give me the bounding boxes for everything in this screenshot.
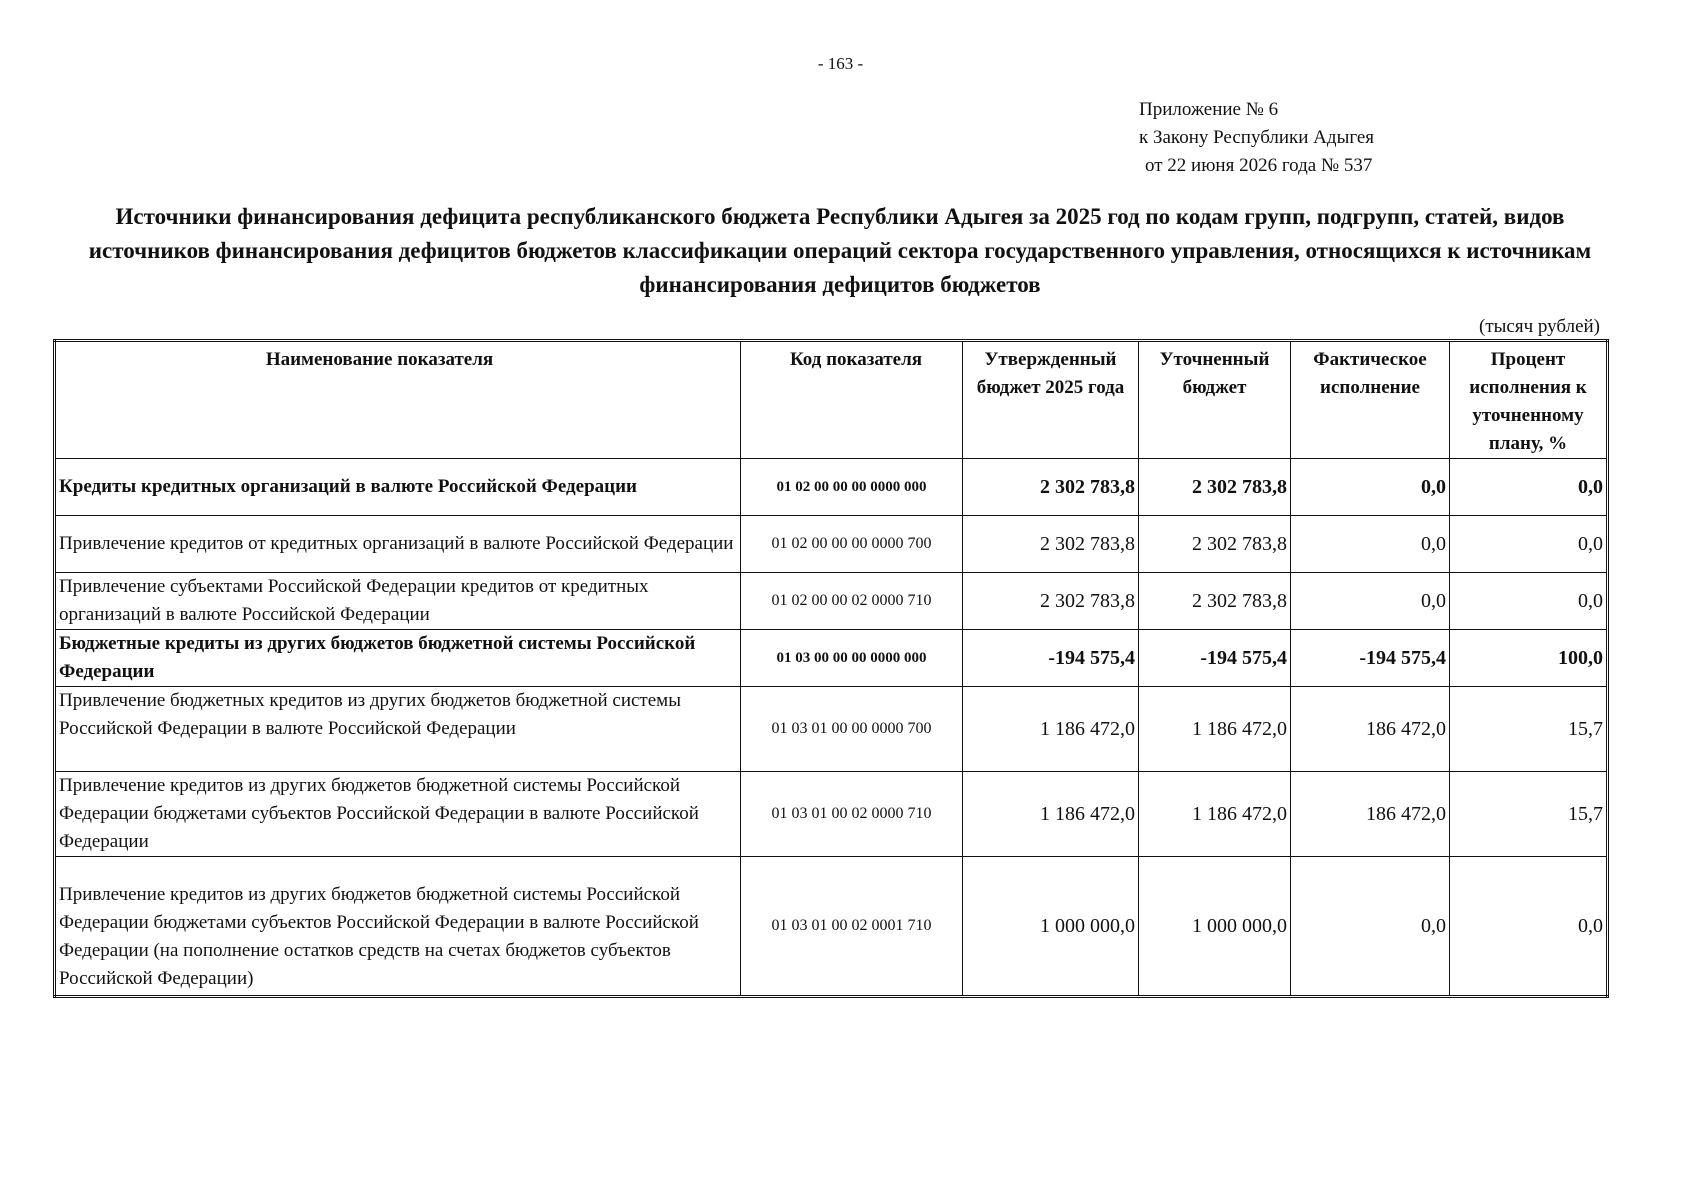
row-revised: 1 186 472,0 <box>1139 772 1291 857</box>
header-percent: Процент исполнения к уточненному плану, % <box>1450 341 1608 459</box>
table-header-row <box>55 341 1608 459</box>
row-approved: -194 575,4 <box>963 630 1139 687</box>
row-approved: 2 302 783,8 <box>963 516 1139 573</box>
row-code: 01 03 01 00 02 0000 710 <box>741 772 963 857</box>
header-revised: Уточненный бюджет <box>1139 341 1291 459</box>
row-actual: -194 575,4 <box>1291 630 1450 687</box>
appendix-line-1: Приложение № 6 <box>1139 99 1279 120</box>
row-percent: 0,0 <box>1450 573 1608 630</box>
row-actual: 186 472,0 <box>1291 772 1450 857</box>
row-percent: 15,7 <box>1450 687 1608 772</box>
row-code: 01 03 01 00 02 0001 710 <box>741 857 963 997</box>
row-percent: 100,0 <box>1450 630 1608 687</box>
row-name: Бюджетные кредиты из других бюджетов бюджетной системы Российской Федерации <box>55 630 741 687</box>
row-approved: 2 302 783,8 <box>963 573 1139 630</box>
row-approved: 1 186 472,0 <box>963 687 1139 772</box>
header-name: Наименование показателя <box>55 341 741 459</box>
header-approved: Утвержденный бюджет 2025 года <box>963 341 1139 459</box>
row-percent: 0,0 <box>1450 857 1608 997</box>
row-percent: 15,7 <box>1450 772 1608 857</box>
header-code: Код показателя <box>741 341 963 459</box>
row-actual: 0,0 <box>1291 857 1450 997</box>
row-actual: 0,0 <box>1291 516 1450 573</box>
row-code: 01 03 01 00 00 0000 700 <box>741 687 963 772</box>
row-code: 01 02 00 00 00 0000 700 <box>741 516 963 573</box>
row-name: Кредиты кредитных организаций в валюте Российской Федерации <box>55 459 741 516</box>
row-revised: 2 302 783,8 <box>1139 573 1291 630</box>
row-name: Привлечение бюджетных кредитов из других бюджетов бюджетной системы Российской Федерации в валюте Российской Федерации <box>55 687 741 772</box>
row-name: Привлечение кредитов из других бюджетов бюджетной системы Российской Федерации бюджетами субъектов Российской Федерации в валюте Российской Федерации (на пополнение остатков средств на счетах бюджетов субъектов Российской Федерации) <box>55 857 741 997</box>
row-code: 01 02 00 00 02 0000 710 <box>741 573 963 630</box>
row-approved: 1 186 472,0 <box>963 772 1139 857</box>
row-code: 01 02 00 00 00 0000 000 <box>741 459 963 516</box>
table-row <box>55 516 1608 573</box>
row-revised: 2 302 783,8 <box>1139 459 1291 516</box>
table-row <box>55 630 1608 687</box>
row-name: Привлечение субъектами Российской Федерации кредитов от кредитных организаций в валюте Российской Федерации <box>55 573 741 630</box>
appendix-line-3: от 22 июня 2026 года № 537 <box>1145 155 1373 176</box>
row-revised: 2 302 783,8 <box>1139 516 1291 573</box>
row-percent: 0,0 <box>1450 516 1608 573</box>
row-revised: 1 186 472,0 <box>1139 687 1291 772</box>
row-actual: 186 472,0 <box>1291 687 1450 772</box>
header-actual: Фактическое исполнение <box>1291 341 1450 459</box>
table-row <box>55 573 1608 630</box>
table-row <box>55 687 1608 772</box>
table-row <box>55 459 1608 516</box>
row-approved: 2 302 783,8 <box>963 459 1139 516</box>
document-title: Источники финансирования дефицита республиканского бюджета Республики Адыгея за 2025 год по кодам групп, подгрупп, статей, видов источников финансирования дефицитов бюджетов классификации операций сектора государственного управления, относящихся к источникам финансирования дефицитов бюджетов <box>88 204 1592 297</box>
row-code: 01 03 00 00 00 0000 000 <box>741 630 963 687</box>
row-actual: 0,0 <box>1291 459 1450 516</box>
row-name: Привлечение кредитов от кредитных организаций в валюте Российской Федерации <box>55 516 741 573</box>
row-percent: 0,0 <box>1450 459 1608 516</box>
budget-table <box>53 339 1609 998</box>
row-revised: 1 000 000,0 <box>1139 857 1291 997</box>
row-approved: 1 000 000,0 <box>963 857 1139 997</box>
table-row <box>55 857 1608 997</box>
table-row <box>55 772 1608 857</box>
row-revised: -194 575,4 <box>1139 630 1291 687</box>
row-actual: 0,0 <box>1291 573 1450 630</box>
page-number: - 163 - <box>817 54 864 73</box>
appendix-line-2: к Закону Республики Адыгея <box>1139 127 1375 148</box>
units-label: (тысяч рублей) <box>1479 316 1600 337</box>
appendix-note <box>1139 96 1374 180</box>
row-name: Привлечение кредитов из других бюджетов бюджетной системы Российской Федерации бюджетами субъектов Российской Федерации в валюте Российской Федерации <box>55 772 741 857</box>
